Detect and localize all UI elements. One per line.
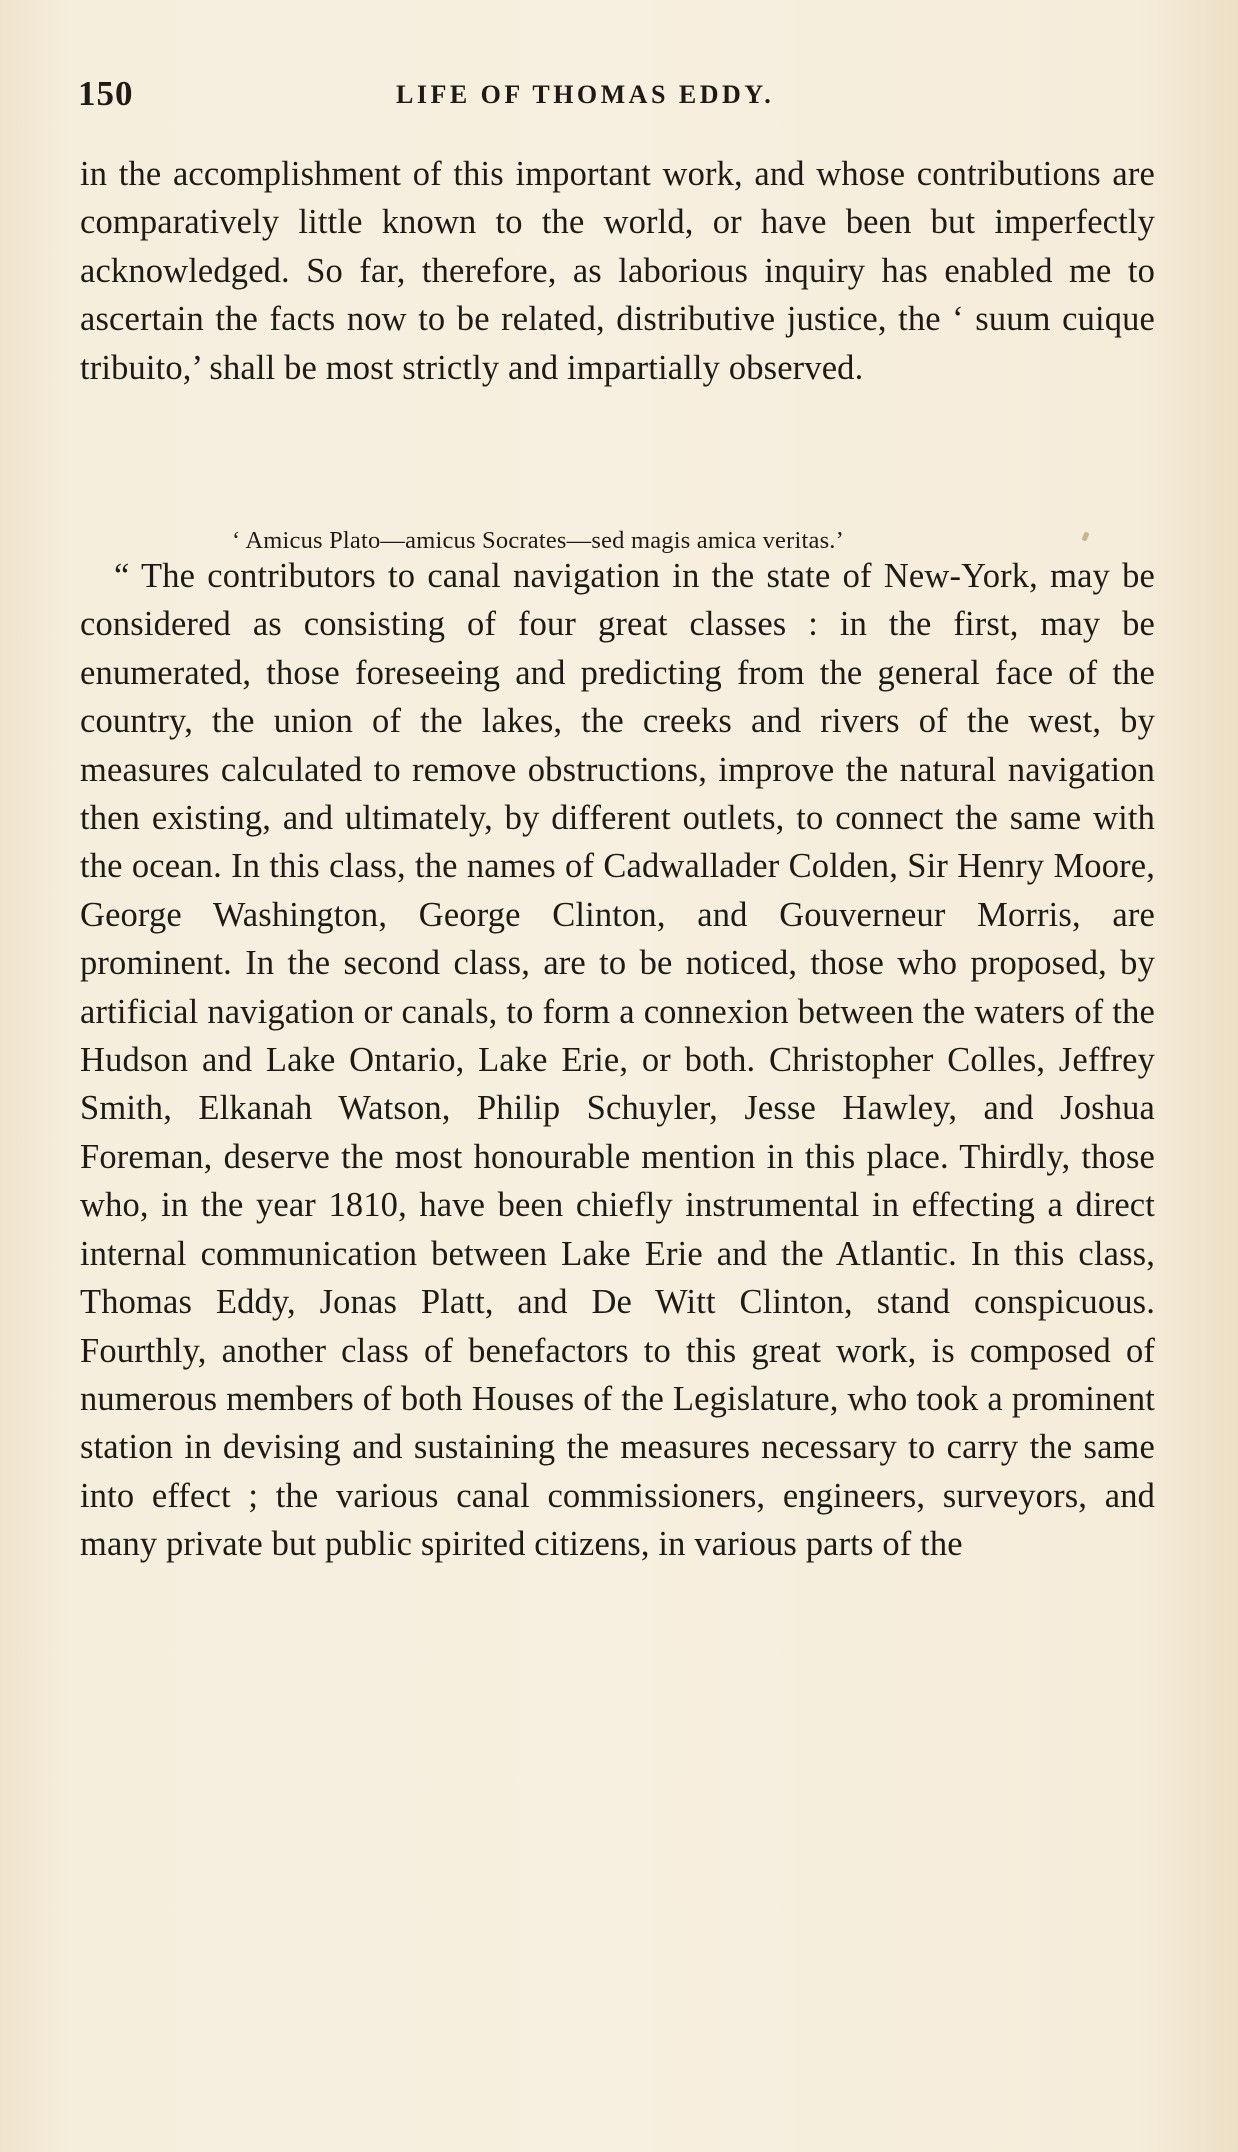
paragraph-1: in the accomplishment of this important work, and whose contributions are comparatively little known to the world, or have been but imperfectly acknowledged. So far, therefore, as laborious inquiry has enabled me to ascertain the facts now to be related, distributive justice, the ‘ suum cuique tribuito,’ shall be most strictly and impartially observed. <box>80 155 1155 387</box>
page-number: 150 <box>78 74 134 113</box>
paragraph-2: “ The contributors to canal navigation in the state of New-York, may be considered as consisting of four great classes : in the first, may be enumerated, those foreseeing and predicting from the general face of the country, the union of the lakes, the creeks and rivers of the west, by measures calculated to remove obstructions, improve the natural navigation then existing, and ultimately, by different outlets, to connect the same with the ocean. In this class, the names of Cadwallader Colden, Sir Henry Moore, George Washington, George Clinton, and Gouverneur Morris, are prominent. In the second class, are to be noticed, those who proposed, by artificial navigation or canals, to form a connexion between the waters of the Hudson and Lake Ontario, Lake Erie, or both. Christopher Colles, Jeffrey Smith, Elkanah Watson, Philip Schuyler, Jesse Hawley, and Joshua Foreman, deserve the most honourable mention in this place. Thirdly, those who, in the year 1810, have been chiefly instrumental in effecting a direct internal communication between Lake Erie and the Atlantic. In this class, Thomas Eddy, Jonas Platt, and De Witt Clinton, stand conspicuous. Fourthly, another class of benefactors to this great work, is composed of numerous members of both Houses of the Legislature, who took a prominent station in devising and sustaining the measures necessary to carry the same into effect ; the various canal commissioners, engineers, surveyors, and many private but public spirited citizens, in various parts of the <box>80 557 1155 1564</box>
paper-speck <box>1081 531 1089 541</box>
page-header <box>78 74 1153 114</box>
running-head: LIFE OF THOMAS EDDY. <box>396 80 775 109</box>
latin-motto: ‘ Amicus Plato—amicus Socrates—sed magis amica veritas.’ <box>232 527 844 554</box>
